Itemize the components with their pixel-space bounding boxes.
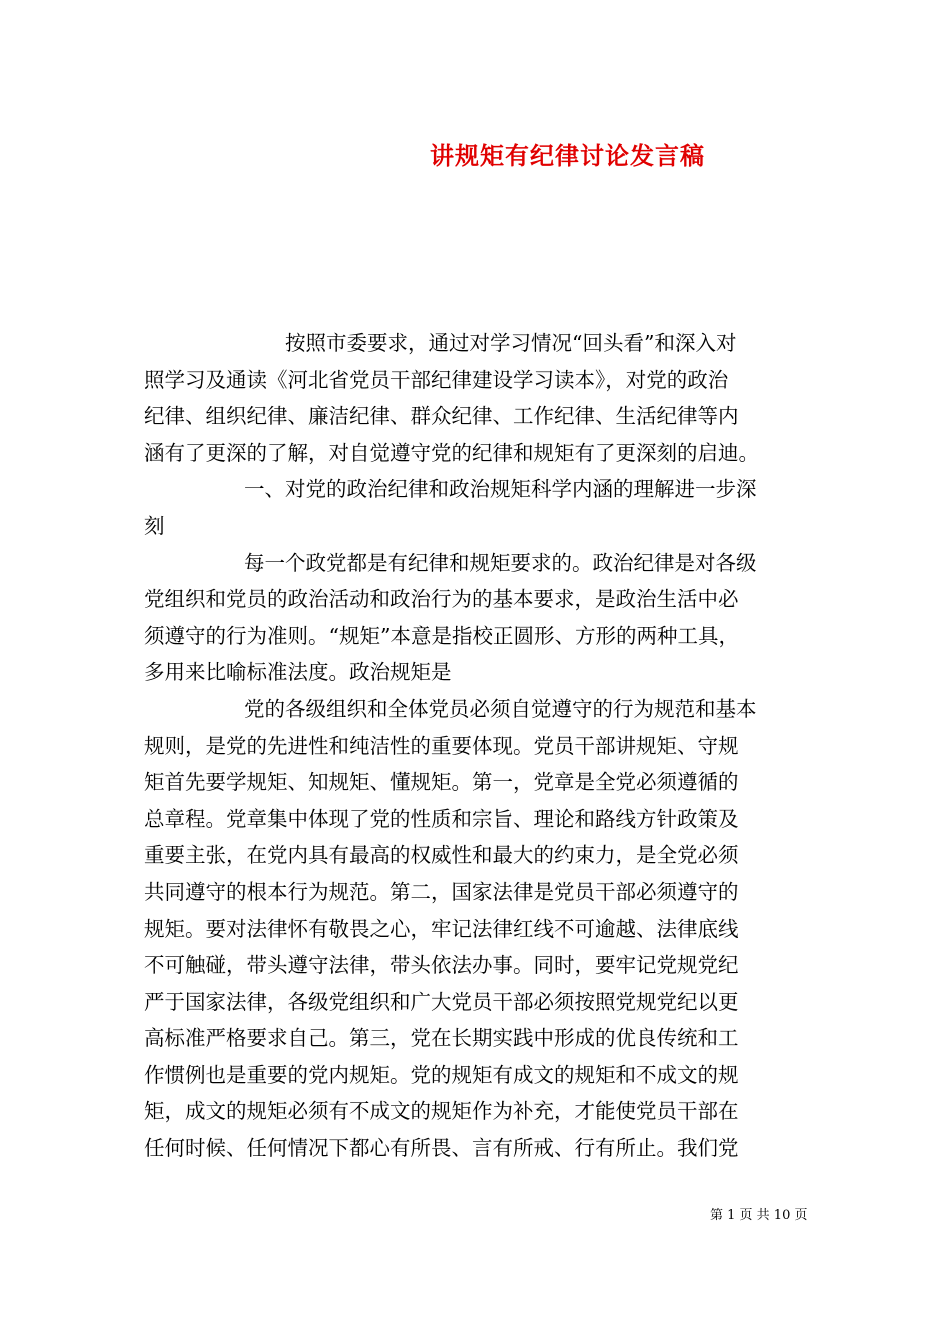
body-line: 重要主张，在党内具有最高的权威性和最大的约束力，是全党必须 <box>144 843 739 868</box>
page-number: 第 1 页 共 10 页 <box>710 1208 808 1223</box>
body-line: 作惯例也是重要的党内规矩。党的规矩有成文的规矩和不成文的规 <box>144 1062 739 1087</box>
body-line: 严于国家法律，各级党组织和广大党员干部必须按照党规党纪以更 <box>144 989 739 1014</box>
body-line: 涵有了更深的了解，对自觉遵守党的纪律和规矩有了更深刻的启迪。 <box>144 440 759 465</box>
body-line: 党的各级组织和全体党员必须自觉遵守的行为规范和基本 <box>244 696 757 721</box>
body-line: 按照市委要求，通过对学习情况“回头看”和深入对 <box>285 331 737 355</box>
body-line: 须遵守的行为准则。“规矩”本意是指校正圆形、方形的两种工具， <box>144 623 739 648</box>
body-line: 规矩。要对法律怀有敬畏之心，牢记法律红线不可逾越、法律底线 <box>144 916 739 941</box>
body-line: 照学习及通读《河北省党员干部纪律建设学习读本》，对党的政治 <box>144 367 729 392</box>
body-line: 每一个政党都是有纪律和规矩要求的。政治纪律是对各级 <box>244 550 757 575</box>
section-heading-line: 刻 <box>144 513 165 538</box>
body-line: 矩首先要学规矩、知规矩、懂规矩。第一，党章是全党必须遵循的 <box>144 770 739 795</box>
body-line: 多用来比喻标准法度。政治规矩是 <box>144 660 452 685</box>
body-line: 规则，是党的先进性和纯洁性的重要体现。党员干部讲规矩、守规 <box>144 733 739 758</box>
body-line: 不可触碰，带头遵守法律，带头依法办事。同时，要牢记党规党纪 <box>144 953 739 978</box>
document-title: 讲规矩有纪律讨论发言稿 <box>430 141 705 170</box>
body-line: 矩，成文的规矩必须有不成文的规矩作为补充，才能使党员干部在 <box>144 1099 739 1124</box>
document-body <box>144 325 808 1167</box>
body-line: 总章程。党章集中体现了党的性质和宗旨、理论和路线方针政策及 <box>144 806 739 831</box>
body-line: 高标准严格要求自己。第三，党在长期实践中形成的优良传统和工 <box>144 1026 739 1051</box>
body-line: 党组织和党员的政治活动和政治行为的基本要求，是政治生活中必 <box>144 587 739 612</box>
body-line: 纪律、组织纪律、廉洁纪律、群众纪律、工作纪律、生活纪律等内 <box>144 404 739 429</box>
body-line: 共同遵守的根本行为规范。第二，国家法律是党员干部必须遵守的 <box>144 879 739 904</box>
section-heading-line: 一、对党的政治纪律和政治规矩科学内涵的理解进一步深 <box>244 477 757 502</box>
body-line: 任何时候、任何情况下都心有所畏、言有所戒、行有所止。我们党 <box>144 1136 739 1161</box>
